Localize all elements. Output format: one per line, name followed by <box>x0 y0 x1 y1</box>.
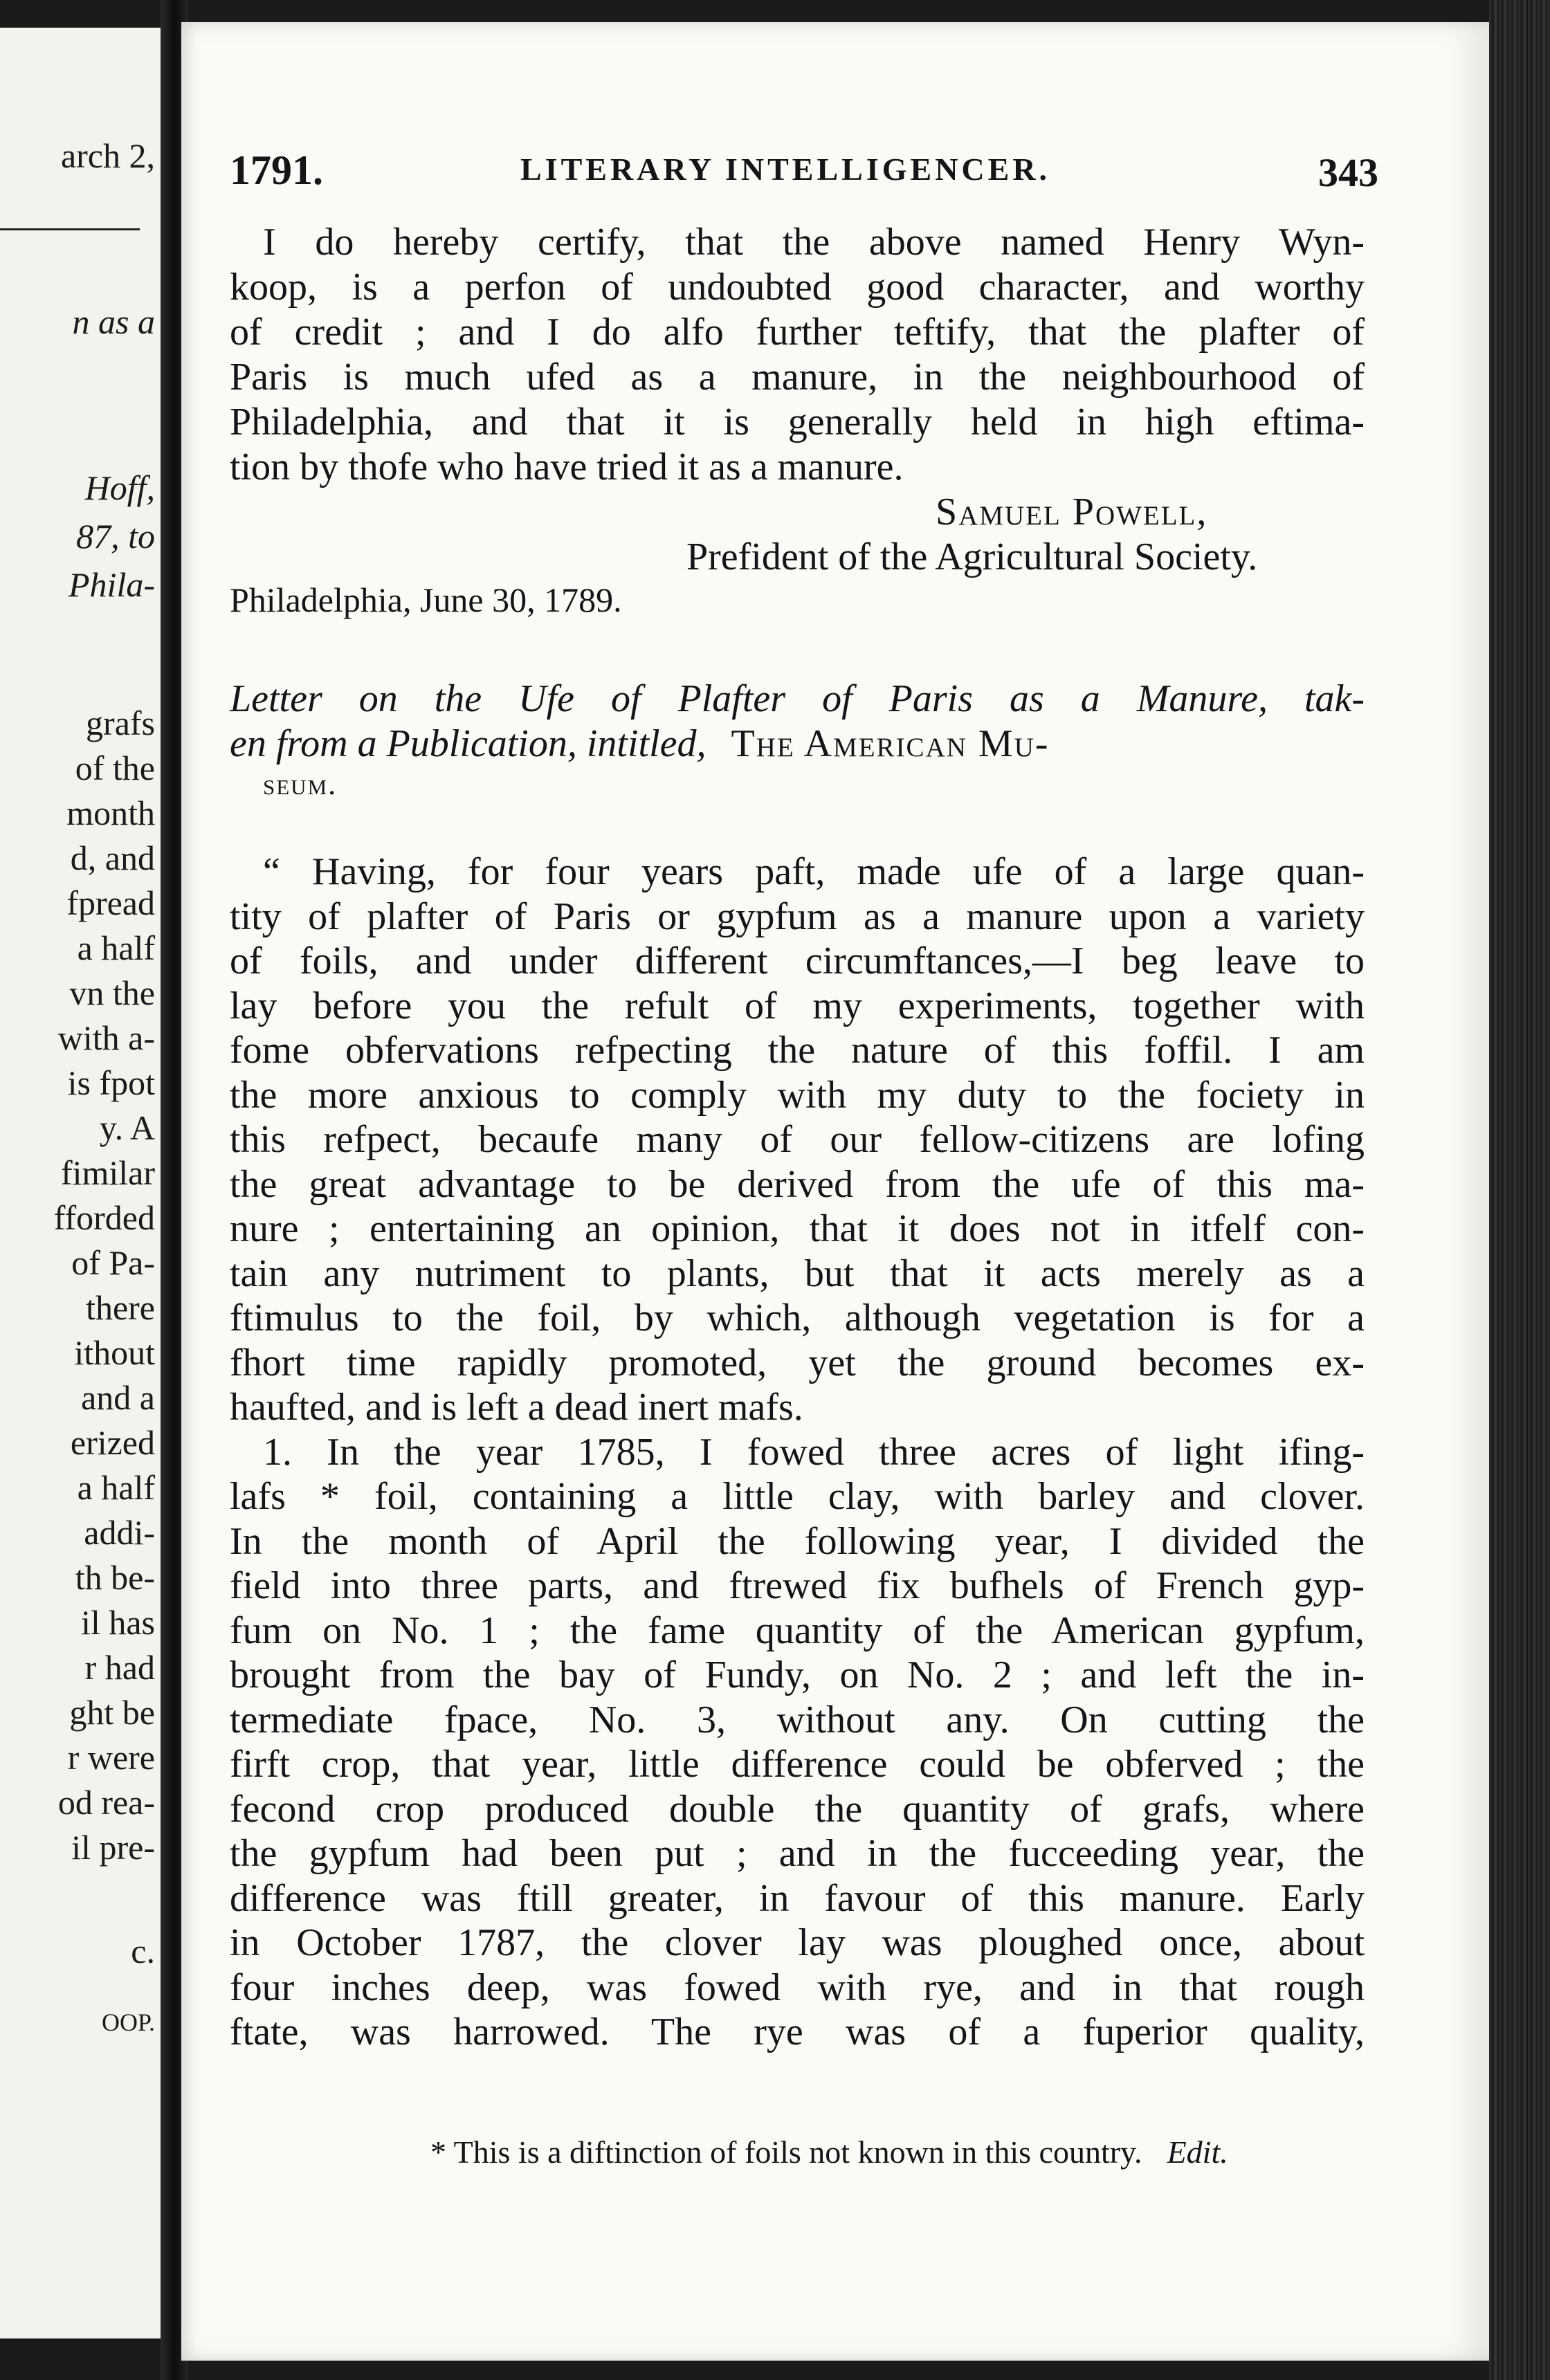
footnote-edit: Edit. <box>1167 2134 1228 2170</box>
left-page-line: th be- <box>75 1558 155 1597</box>
left-page-line: il has <box>81 1603 155 1642</box>
place-date: Philadelphia, June 30, 1789. <box>230 580 622 619</box>
body-line: field into three parts, and ftrewed fix bufhels of French gyp- <box>230 1564 1365 1607</box>
body-line: the gypfum had been put ; and in the fucceeding year, the <box>230 1832 1365 1875</box>
left-page-line: OOP. <box>101 2008 155 2036</box>
left-page-line: 87, to <box>76 517 155 556</box>
header-title: LITERARY INTELLIGENCER. <box>520 152 1051 187</box>
left-page-line: Hoff, <box>84 468 155 507</box>
letter-heading-line3: seum. <box>263 767 338 801</box>
body-line: of foils, and under different circumftances,—I beg leave to <box>230 940 1365 982</box>
left-page-line: arch 2, <box>60 136 155 175</box>
body-line: lay before you the refult of my experiments, together with <box>230 985 1365 1027</box>
body-line: the more anxious to comply with my duty to the fociety in <box>230 1074 1365 1117</box>
certificate-line: of credit ; and I do alfo further teftify, that the plafter of <box>230 311 1365 354</box>
footnote <box>430 2134 1228 2170</box>
certificate-line: Philadelphia, and that it is generally held in high eftima- <box>230 401 1365 443</box>
left-page-line: y. A <box>99 1108 155 1147</box>
body-line: 1. In the year 1785, I fowed three acres of light ifing- <box>263 1431 1365 1474</box>
left-page-line: and a <box>81 1378 155 1417</box>
signer-title: Prefident of the Agricultural Society. <box>686 536 1258 578</box>
left-page-line: fforded <box>53 1198 155 1237</box>
body-line: difference was ftill greater, in favour of this manure. Early <box>230 1877 1365 1920</box>
left-page-line: il pre- <box>71 1828 155 1867</box>
body-line: tity of plafter of Paris or gypfum as a manure upon a variety <box>230 895 1365 938</box>
body-line: fecond crop produced double the quantity of grafs, where <box>230 1788 1365 1831</box>
body-line: “ Having, for four years paft, made ufe of a large quan- <box>263 850 1365 893</box>
body-line: in October 1787, the clover lay was ploughed once, about <box>230 1921 1365 1964</box>
left-page-line: grafs <box>86 704 155 742</box>
left-page-rule <box>0 228 140 230</box>
body-line: fum on No. 1 ; the fame quantity of the American gypfum, <box>230 1609 1365 1652</box>
footnote-text: * This is a diftinction of foils not known in this country. <box>430 2134 1142 2170</box>
left-facing-page <box>0 28 161 2338</box>
left-page-line: erized <box>70 1423 155 1462</box>
letter-heading-line1: Letter on the Ufe of Plafter of Paris as a Manure, tak- <box>230 677 1365 720</box>
page-edges <box>1489 0 1550 2380</box>
signer-name: Samuel Powell, <box>936 491 1208 533</box>
certificate-line: I do hereby certify, that the above named Henry Wyn- <box>263 221 1365 264</box>
body-line: firft crop, that year, little difference could be obferved ; the <box>230 1743 1365 1786</box>
letter-heading-italic: en from a Publication, intitled, <box>230 722 706 765</box>
left-page-line: fimilar <box>60 1153 155 1192</box>
body-line: brought from the bay of Fundy, on No. 2 ; and left the in- <box>230 1654 1365 1696</box>
left-page-line: Phila- <box>69 565 155 604</box>
left-page-line: is fpot <box>67 1063 155 1102</box>
body-line: this refpect, becaufe many of our fellow-citizens are lofing <box>230 1118 1365 1161</box>
left-page-line: of the <box>75 749 155 787</box>
page-number: 343 <box>1318 150 1378 195</box>
certificate-line: Paris is much ufed as a manure, in the neighbourhood of <box>230 356 1365 399</box>
certificate-line: koop, is a perfon of undoubted good character, and worthy <box>230 266 1365 309</box>
left-page-line: vn the <box>69 973 155 1012</box>
left-page-line: r were <box>67 1738 155 1777</box>
body-line: the great advantage to be derived from the ufe of this ma- <box>230 1163 1365 1206</box>
left-page-line: a half <box>77 1468 155 1507</box>
body-line: four inches deep, was fowed with rye, and in that rough <box>230 1966 1365 2009</box>
left-page-line: addi- <box>84 1513 155 1552</box>
left-page-line: od rea- <box>57 1783 155 1822</box>
body-line: In the month of April the following year, I divided the <box>230 1520 1365 1563</box>
letter-heading-line2 <box>230 724 1050 763</box>
left-page-line: d, and <box>70 839 155 877</box>
body-line: termediate fpace, No. 3, without any. On cutting the <box>230 1699 1365 1741</box>
body-line: ftate, was harrowed. The rye was of a fuperior quality, <box>230 2011 1365 2053</box>
left-page-line: c. <box>131 1932 155 1970</box>
body-line: nure ; entertaining an opinion, that it does not in itfelf con- <box>230 1207 1365 1250</box>
left-page-line: r had <box>84 1648 155 1687</box>
left-page-line: fpread <box>66 884 155 922</box>
certificate-line: tion by thofe who have tried it as a manure. <box>230 446 904 488</box>
running-header <box>230 147 1378 195</box>
left-page-line: with a- <box>57 1018 155 1057</box>
body-line: ftimulus to the foil, by which, although vegetation is for a <box>230 1297 1365 1339</box>
header-year: 1791. <box>230 147 323 193</box>
body-line: haufted, and is left a dead inert mafs. <box>230 1386 803 1429</box>
letter-heading-caps: The American Mu- <box>731 722 1050 765</box>
body-line: fhort time rapidly promoted, yet the ground becomes ex- <box>230 1342 1365 1384</box>
body-line: tain any nutriment to plants, but that it acts merely as a <box>230 1252 1365 1295</box>
left-page-line: month <box>66 794 155 832</box>
body-line: fome obfervations refpecting the nature of this foffil. I am <box>230 1029 1365 1072</box>
left-page-line: a half <box>77 928 155 967</box>
left-page-line: ithout <box>74 1333 155 1372</box>
left-page-line: of Pa- <box>71 1243 155 1282</box>
body-line: lafs * foil, containing a little clay, with barley and clover. <box>230 1475 1365 1518</box>
left-page-line: there <box>86 1288 155 1327</box>
left-page-line: n as a <box>72 302 155 341</box>
left-page-line: ght be <box>69 1693 155 1732</box>
page <box>181 22 1489 2361</box>
